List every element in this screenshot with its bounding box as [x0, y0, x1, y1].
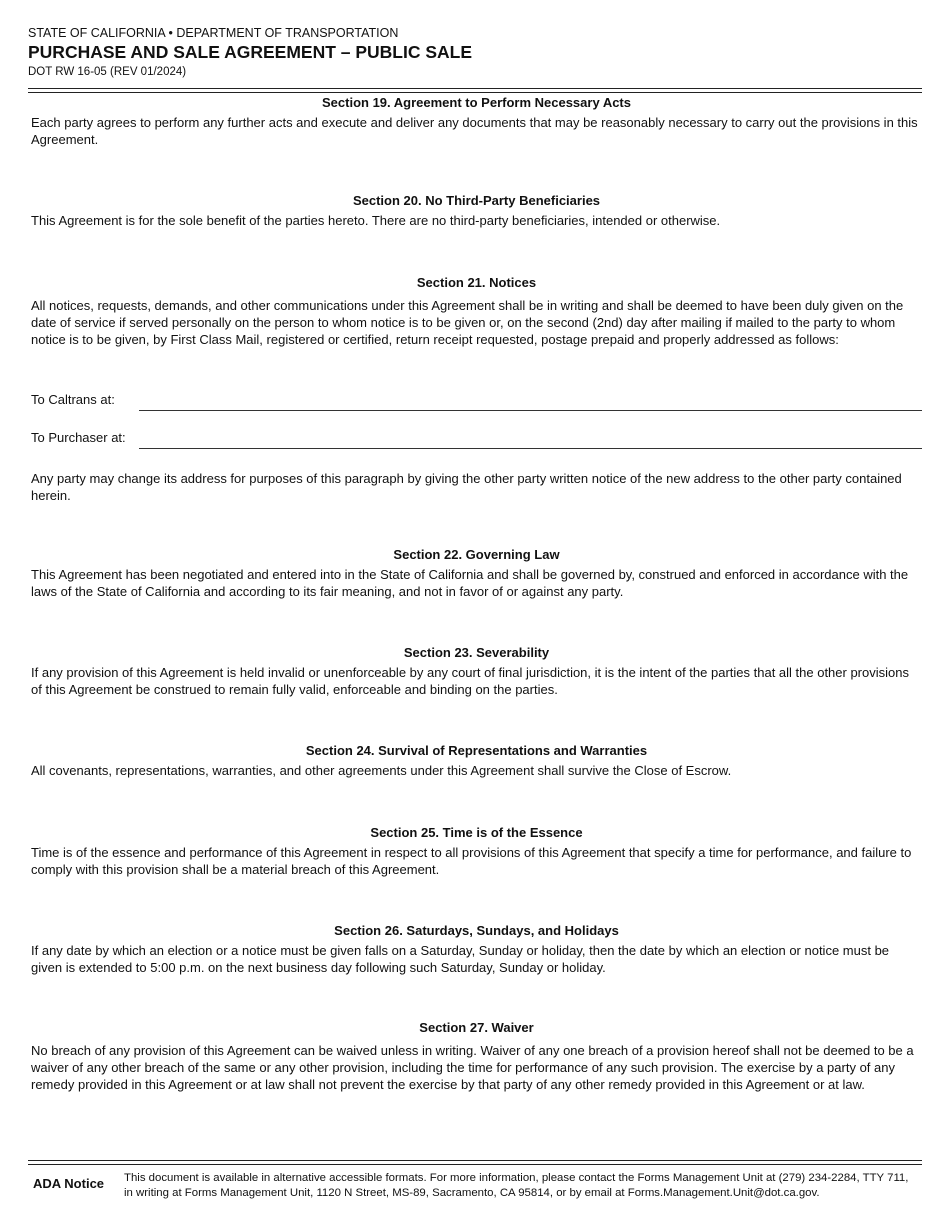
footer-divider	[28, 1160, 922, 1165]
section-21	[31, 275, 922, 348]
section-body: This Agreement is for the sole benefit of the parties hereto. There are no third-party beneficiaries, intended or otherwise.	[31, 213, 721, 228]
section-title: Section 20. No Third-Party Beneficiaries	[352, 193, 601, 208]
section-22	[31, 547, 922, 601]
header-divider	[28, 88, 922, 93]
section-title: Section 21. Notices	[416, 275, 537, 290]
form-number: DOT RW 16-05 (REV 01/2024)	[28, 66, 187, 78]
section-title: Section 24. Survival of Representations and Warranties	[305, 743, 648, 758]
form-title: PURCHASE AND SALE AGREEMENT – PUBLIC SALE	[28, 42, 473, 62]
section-body: Time is of the essence and performance of this Agreement in respect to all provisions of this Agreement that specify a time for performance, and failure to comply with this provision shall be a material breach of this Agreement.	[31, 845, 912, 877]
section-title: Section 27. Waiver	[419, 1020, 534, 1035]
purchaser-address-label: To Purchaser at:	[31, 430, 126, 445]
section-20	[31, 193, 922, 230]
section-25	[31, 825, 922, 879]
section-title: Section 19. Agreement to Perform Necessary Acts	[322, 95, 631, 110]
section-27	[31, 1020, 922, 1093]
section-21-closing	[31, 471, 922, 505]
section-body: If any date by which an election or a notice must be given falls on a Saturday, Sunday or holiday, then the date by which an election or notice must be given is extended to 5:00 p.m. on the next business day following such Saturday, Sunday or holiday.	[31, 943, 890, 975]
form-header	[28, 26, 922, 79]
section-19	[31, 95, 922, 149]
section-body: Each party agrees to perform any further acts and execute and deliver any documents that may be reasonably necessary to carry out the provisions in this Agreement.	[31, 115, 918, 147]
section-title: Section 22. Governing Law	[393, 547, 560, 562]
section-body: All notices, requests, demands, and other communications under this Agreement shall be in writing and shall be deemed to have been duly given on the date of service if served personally on the person to whom notice is to be given or, on the second (2nd) day after mailing if mailed to the party to whom notice is to be given, by First Class Mail, registered or certified, return receipt requested, postage prepaid and properly addressed as follows:	[31, 298, 904, 347]
section-body: All covenants, representations, warranties, and other agreements under this Agreement shall survive the Close of Escrow.	[31, 763, 732, 778]
section-body: If any provision of this Agreement is held invalid or unenforceable by any court of final jurisdiction, it is the intent of the parties that all the other provisions of this Agreement be construed to remain fully valid, enforceable and binding on the parties.	[31, 665, 909, 697]
section-24	[31, 743, 922, 780]
section-title: Section 25. Time is of the Essence	[370, 825, 583, 840]
section-body: Any party may change its address for purposes of this paragraph by giving the other party written notice of the new address to the other party contained herein.	[31, 471, 902, 503]
section-body: No breach of any provision of this Agreement can be waived unless in writing. Waiver of any one breach of a provision hereof shall not be deemed to be a waiver of any other breach of the same or any other provision, including the time for performance of any such provision. The exercise by a party of any remedy provided in this Agreement or at law shall not prevent the exercise by that party of any other remedy provided in this Agreement or at law.	[31, 1043, 914, 1092]
caltrans-address-label: To Caltrans at:	[31, 392, 115, 407]
section-26	[31, 923, 922, 977]
section-title: Section 23. Severability	[403, 645, 550, 660]
caltrans-address-row	[31, 392, 922, 410]
ada-notice-label: ADA Notice	[33, 1176, 105, 1191]
agency-line: STATE OF CALIFORNIA • DEPARTMENT OF TRANSPORTATION	[28, 26, 399, 40]
caltrans-address-field[interactable]	[139, 410, 922, 411]
purchaser-address-row	[31, 430, 922, 448]
purchaser-address-field[interactable]	[139, 448, 922, 449]
section-body: This Agreement has been negotiated and entered into in the State of California and shall be governed by, construed and enforced in accordance with the laws of the State of California and according to its fair meaning, and not in favor of or against any party.	[31, 567, 909, 599]
ada-notice-text: This document is available in alternative accessible formats. For more information, please contact the Forms Management Unit at (279) 234-2284, TTY 711, in writing at Forms Management Unit, 1120 N Street, MS-89, Sacramento, CA 95814, or by email at Forms.Management.Unit@dot.ca.gov.	[124, 1172, 909, 1200]
section-23	[31, 645, 922, 699]
section-title: Section 26. Saturdays, Sundays, and Holidays	[334, 923, 619, 938]
